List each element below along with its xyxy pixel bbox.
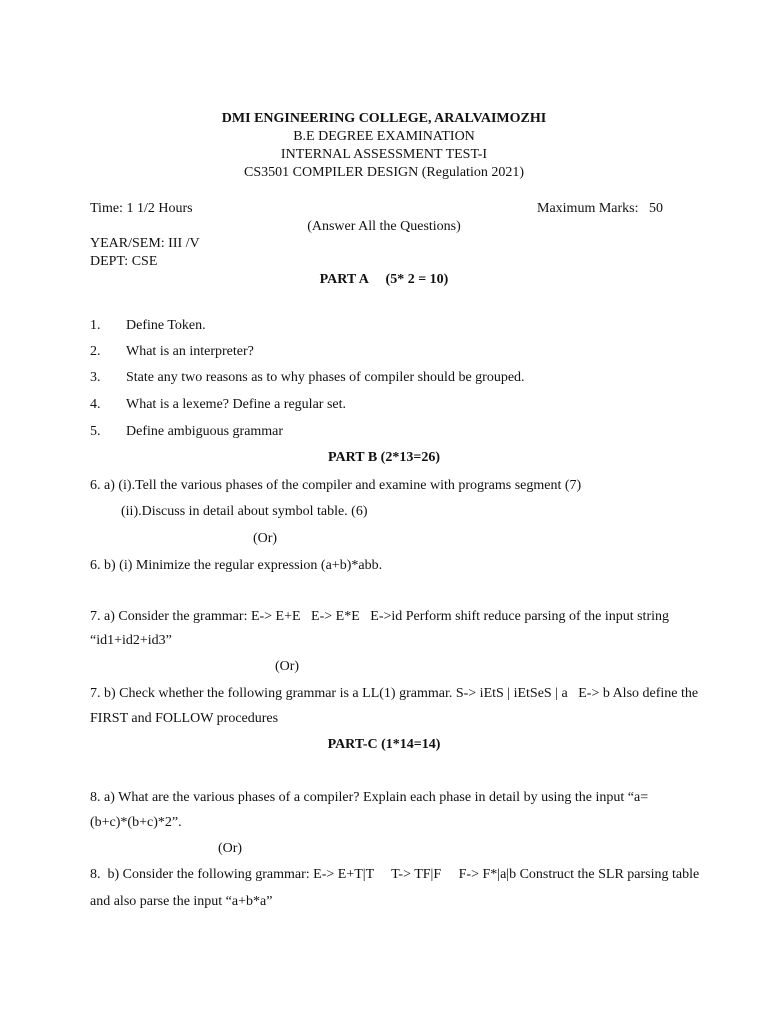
part-a-title: PART A (5* 2 = 10) xyxy=(319,272,449,287)
question-6a-ii: (ii).Discuss in detail about symbol table. (6) xyxy=(121,504,368,519)
question-text: Define ambiguous grammar xyxy=(126,424,284,439)
part-c-title: PART-C (1*14=14) xyxy=(327,737,441,752)
question-7a-line2: “id1+id2+id3” xyxy=(90,633,172,648)
instruction: (Answer All the Questions) xyxy=(307,219,461,234)
question-text: What is an interpreter? xyxy=(126,344,254,359)
question-7b-line1: 7. b) Check whether the following grammar is a LL(1) grammar. S-> iEtS | iEtSeS | a E-> b Also define the xyxy=(90,686,699,701)
department: DEPT: CSE xyxy=(90,254,158,269)
question-number: 1. xyxy=(90,318,101,333)
or-separator: (Or) xyxy=(218,841,243,856)
question-number: 4. xyxy=(90,397,101,412)
question-7b-line2: FIRST and FOLLOW procedures xyxy=(90,711,279,726)
part-b-title: PART B (2*13=26) xyxy=(328,450,440,465)
question-number: 3. xyxy=(90,370,101,385)
degree-title: B.E DEGREE EXAMINATION xyxy=(293,129,475,144)
exam-time: Time: 1 1/2 Hours xyxy=(90,201,193,216)
course-title: CS3501 COMPILER DESIGN (Regulation 2021) xyxy=(244,165,524,180)
question-text: Define Token. xyxy=(126,318,206,333)
question-8a-line1: 8. a) What are the various phases of a compiler? Explain each phase in detail by using the input “a= xyxy=(90,790,649,805)
test-title: INTERNAL ASSESSMENT TEST-I xyxy=(280,147,488,162)
question-6a-i: 6. a) (i).Tell the various phases of the compiler and examine with programs segment (7) xyxy=(90,478,582,493)
or-separator: (Or) xyxy=(253,531,278,546)
max-marks: Maximum Marks: 50 xyxy=(537,201,663,216)
question-7a-line1: 7. a) Consider the grammar: E-> E+E E-> E*E E->id Perform shift reduce parsing of the input string xyxy=(90,609,669,624)
part-a-question xyxy=(0,397,768,415)
college-name: DMI ENGINEERING COLLEGE, ARALVAIMOZHI xyxy=(221,111,547,126)
question-text: State any two reasons as to why phases of compiler should be grouped. xyxy=(126,370,525,385)
or-separator: (Or) xyxy=(275,659,300,674)
question-8b-line1: 8. b) Consider the following grammar: E-> E+T|T T-> TF|F F-> F*|a|b Construct the SLR parsing table xyxy=(90,867,700,882)
year-sem: YEAR/SEM: III /V xyxy=(90,236,200,251)
part-a-question xyxy=(0,424,768,442)
question-number: 2. xyxy=(90,344,101,359)
question-8a-line2: (b+c)*(b+c)*2”. xyxy=(90,815,182,830)
part-a-question xyxy=(0,344,768,362)
part-a-question xyxy=(0,318,768,336)
question-6b: 6. b) (i) Minimize the regular expression (a+b)*abb. xyxy=(90,558,383,573)
question-text: What is a lexeme? Define a regular set. xyxy=(126,397,347,412)
part-a-question xyxy=(0,370,768,388)
question-number: 5. xyxy=(90,424,101,439)
question-8b-line2: and also parse the input “a+b*a” xyxy=(90,894,273,909)
